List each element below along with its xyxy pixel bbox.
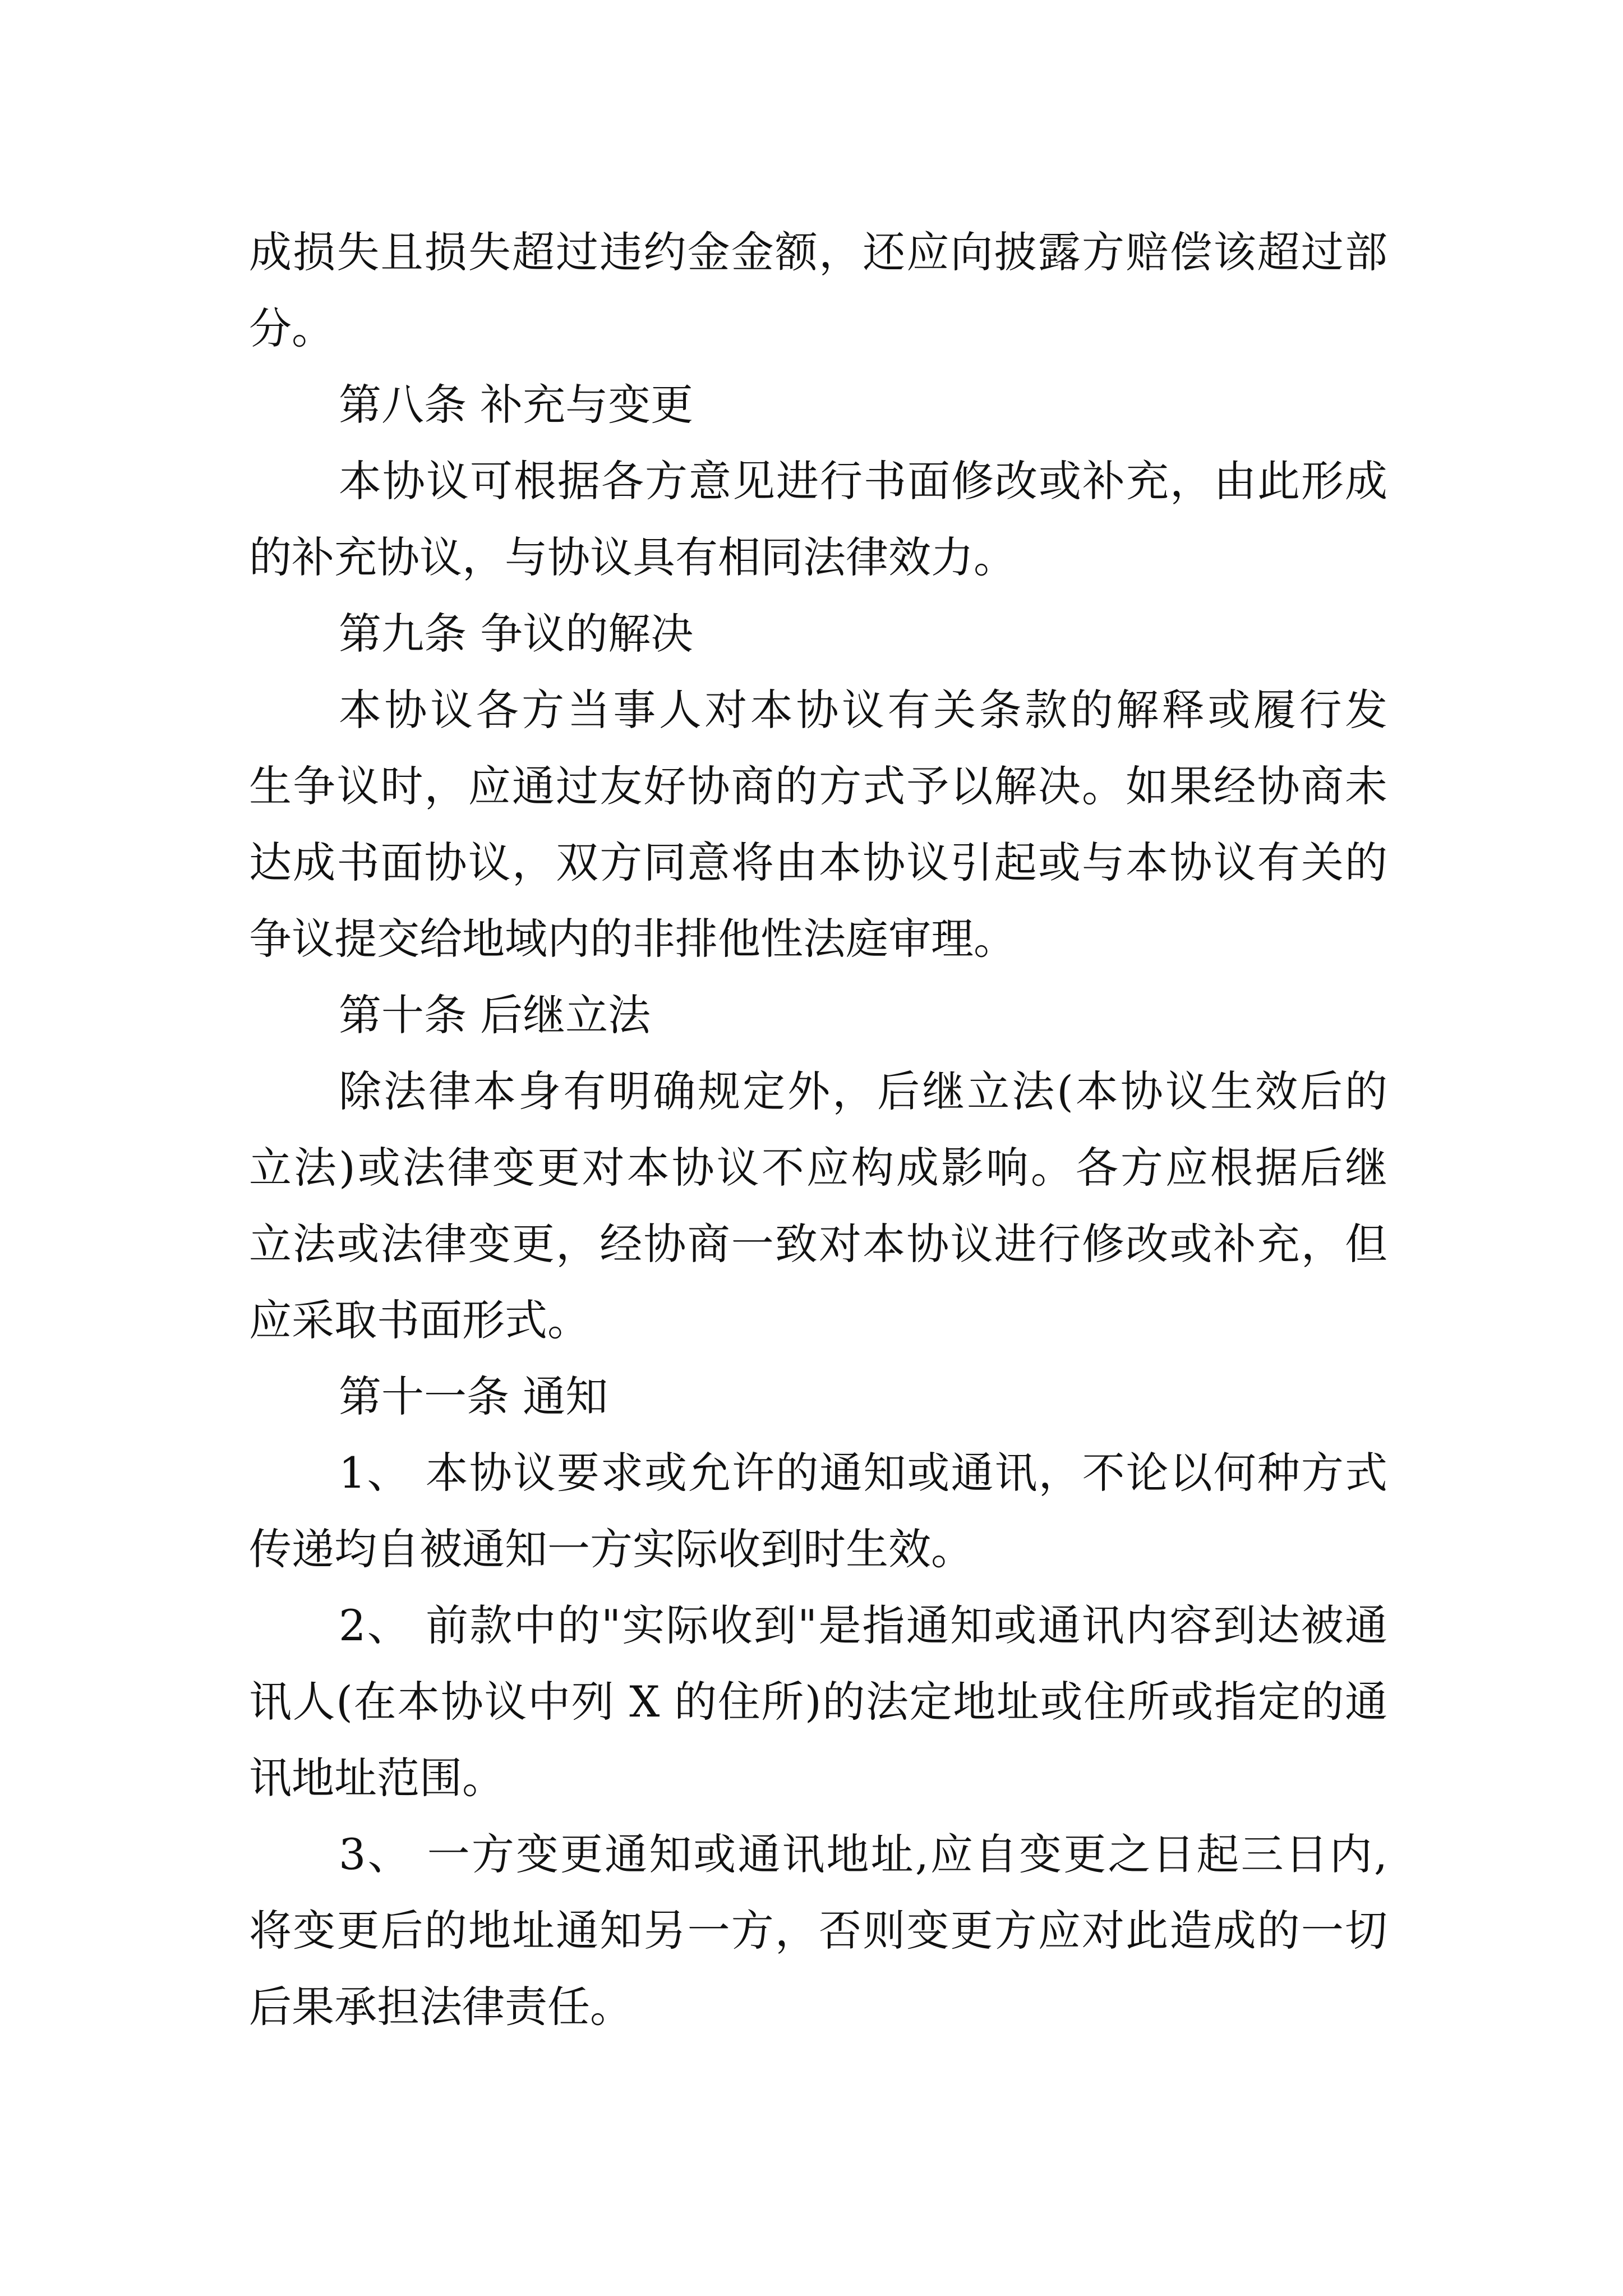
paragraph-line: 后果承担法律责任。 <box>249 1982 633 2032</box>
paragraph-line: 讯人(在本协议中列 X 的住所)的法定地址或住所或指定的通 <box>249 1677 1387 1727</box>
paragraph-line: 2、 前款中的"实际收到"是指通知或通讯内容到达被通 <box>339 1600 1387 1650</box>
paragraph-line: 应采取书面形式。 <box>249 1295 590 1345</box>
paragraph-line: 将变更后的地址通知另一方，否则变更方应对此造成的一切 <box>249 1906 1387 1955</box>
paragraph-line: 成损失且损失超过违约金金额，还应向披露方赔偿该超过部 <box>249 227 1387 277</box>
paragraph-line: 立法)或法律变更对本协议不应构成影响。各方应根据后继 <box>249 1143 1387 1193</box>
paragraph-line: 除法律本身有明确规定外，后继立法(本协议生效后的 <box>339 1066 1387 1116</box>
paragraph-line: 讯地址范围。 <box>249 1753 505 1803</box>
paragraph-line: 3、 一方变更通知或通讯地址,应自变更之日起三日内, <box>339 1829 1387 1879</box>
paragraph-line: 的补充协议，与协议具有相同法律效力。 <box>249 532 1016 582</box>
paragraph-line: 生争议时，应通过友好协商的方式予以解决。如果经协商未 <box>249 761 1387 811</box>
paragraph-line: 分。 <box>249 303 334 353</box>
article-heading: 第十一条 通知 <box>339 1372 608 1421</box>
paragraph-line: 立法或法律变更，经协商一致对本协议进行修改或补充，但 <box>249 1219 1387 1269</box>
article-heading: 第十条 后继立法 <box>339 990 651 1040</box>
article-heading: 第九条 争议的解决 <box>339 609 694 659</box>
paragraph-line: 1、 本协议要求或允许的通知或通讯，不论以何种方式 <box>339 1448 1387 1498</box>
paragraph-line: 本协议各方当事人对本协议有关条款的解释或履行发 <box>339 685 1387 735</box>
document-body <box>249 214 1387 2045</box>
paragraph-line: 争议提交给地域内的非排他性法庭审理。 <box>249 914 1016 964</box>
article-heading: 第八条 补充与变更 <box>339 380 694 430</box>
paragraph-line: 本协议可根据各方意见进行书面修改或补充，由此形成 <box>339 456 1387 506</box>
paragraph-line: 达成书面协议，双方同意将由本协议引起或与本协议有关的 <box>249 838 1387 887</box>
paragraph-line: 传递均自被通知一方实际收到时生效。 <box>249 1524 974 1574</box>
